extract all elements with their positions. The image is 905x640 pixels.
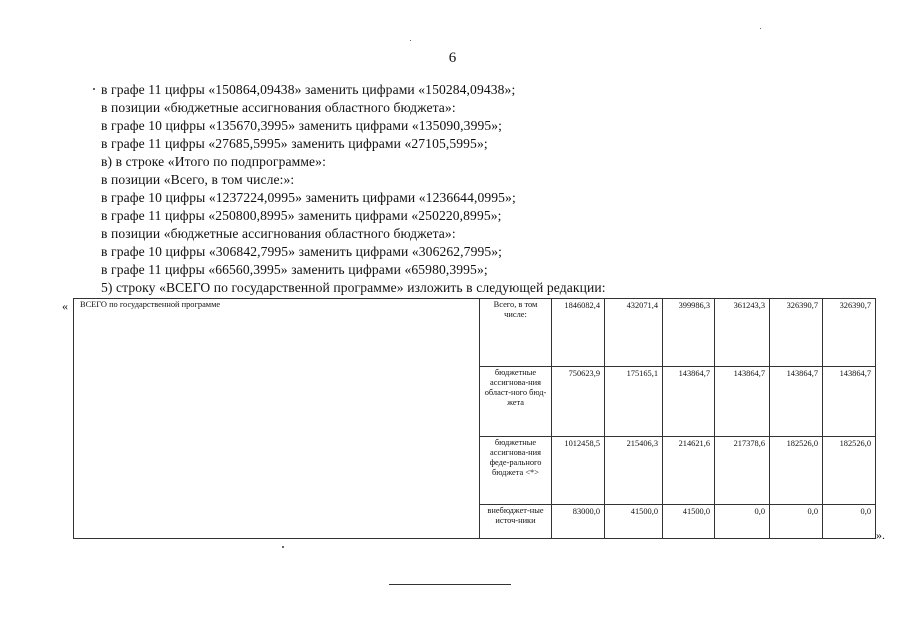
category-cell: Всего, в том числе: [480, 299, 552, 367]
value-cell: 143864,7 [715, 367, 770, 437]
paragraph-line: в графе 10 цифры «1237224,0995» заменить цифрами «1236644,0995»; [101, 190, 516, 205]
program-total-table-wrap [73, 298, 876, 539]
paragraph-line: в позиции «Всего, в том числе:»: [101, 172, 295, 187]
category-cell: бюджетные ассигнова-ния област-ного бюд-жета [480, 367, 552, 437]
value-cell: 83000,0 [552, 505, 605, 539]
program-total-table [73, 298, 876, 539]
value-cell: 41500,0 [663, 505, 715, 539]
value-cell: 399986,3 [663, 299, 715, 367]
paragraph-line: в графе 10 цифры «306842,7995» заменить цифрами «306262,7995»; [101, 244, 503, 259]
value-cell: 361243,3 [715, 299, 770, 367]
value-cell: 182526,0 [770, 437, 823, 505]
value-cell: 1846082,4 [552, 299, 605, 367]
value-cell: 326390,7 [823, 299, 876, 367]
paragraph-line: в позиции «бюджетные ассигнования областного бюджета»: [101, 226, 456, 241]
value-cell: 182526,0 [823, 437, 876, 505]
paragraph-line: в графе 10 цифры «135670,3995» заменить цифрами «135090,3995»; [101, 118, 503, 133]
close-quote: ». [876, 528, 885, 542]
value-cell: 432071,4 [605, 299, 663, 367]
bottom-divider [389, 584, 511, 585]
page-number: 6 [448, 50, 457, 66]
table-row [74, 299, 876, 367]
category-cell: бюджетные ассигнова-ния феде-рального бюджета <*> [480, 437, 552, 505]
paragraph-line: в графе 11 цифры «150864,09438» заменить цифрами «150284,09438»; [101, 82, 516, 97]
paragraph-line: в графе 11 цифры «66560,3995» заменить цифрами «65980,3995»; [101, 262, 488, 277]
scan-speck [93, 88, 95, 90]
paragraph-line: 5) строку «ВСЕГО по государственной программе» изложить в следующей редакции: [101, 280, 606, 295]
value-cell: 0,0 [770, 505, 823, 539]
category-cell: внебюджет-ные источ-ники [480, 505, 552, 539]
value-cell: 217378,6 [715, 437, 770, 505]
value-cell: 0,0 [715, 505, 770, 539]
value-cell: 143864,7 [823, 367, 876, 437]
value-cell: 750623,9 [552, 367, 605, 437]
scan-speck [282, 546, 284, 548]
value-cell: 143864,7 [770, 367, 823, 437]
paragraph-line: в графе 11 цифры «250800,8995» заменить цифрами «250220,8995»; [101, 208, 502, 223]
paragraph-line: в графе 11 цифры «27685,5995» заменить цифрами «27105,5995»; [101, 136, 488, 151]
open-quote: « [62, 299, 68, 313]
value-cell: 1012458,5 [552, 437, 605, 505]
paragraph-line: в) в строке «Итого по подпрограмме»: [101, 154, 326, 169]
scan-speck [760, 28, 761, 29]
value-cell: 41500,0 [605, 505, 663, 539]
value-cell: 175165,1 [605, 367, 663, 437]
value-cell: 215406,3 [605, 437, 663, 505]
value-cell: 326390,7 [770, 299, 823, 367]
program-title-cell: ВСЕГО по государственной программе [74, 299, 480, 539]
value-cell: 0,0 [823, 505, 876, 539]
paragraph-line: в позиции «бюджетные ассигнования областного бюджета»: [101, 100, 456, 115]
value-cell: 214621,6 [663, 437, 715, 505]
value-cell: 143864,7 [663, 367, 715, 437]
scan-speck [410, 40, 411, 41]
